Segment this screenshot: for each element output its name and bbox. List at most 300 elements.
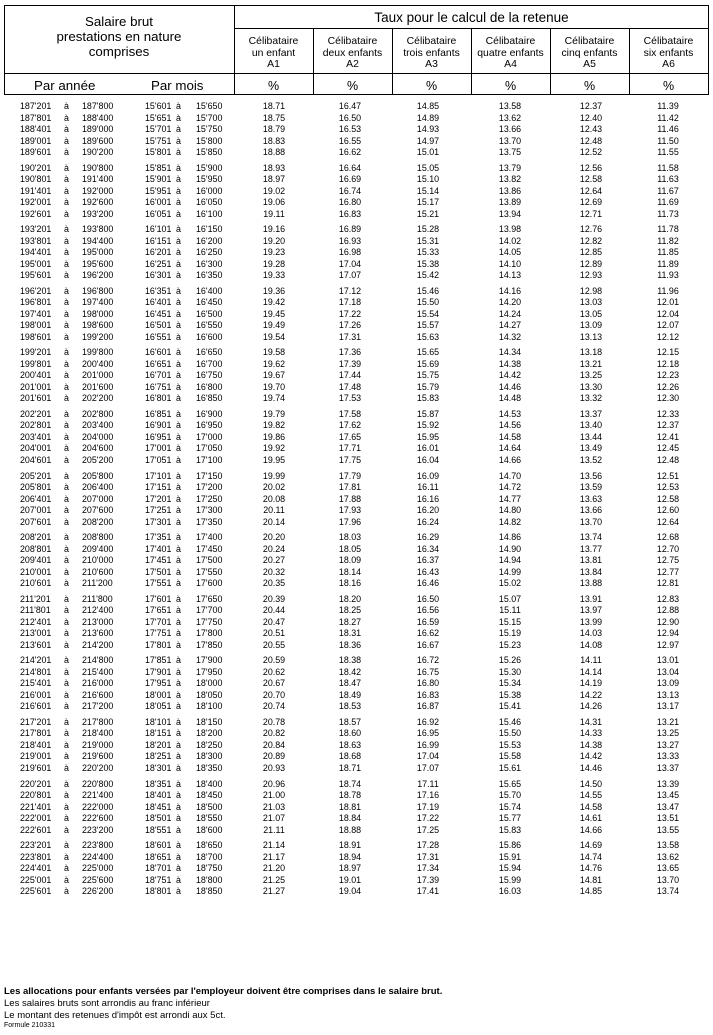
rate-a4-cell: 14.72 xyxy=(498,482,522,493)
rate-a4-cell: 15.86 xyxy=(498,840,522,851)
month-to-cell: 18'450 xyxy=(196,790,223,801)
rate-a3-cell: 14.89 xyxy=(416,112,440,123)
year-from-cell: 201'601 xyxy=(20,393,52,404)
range-separator: à xyxy=(176,578,181,589)
month-to-cell: 18'300 xyxy=(196,751,223,762)
rate-a4-cell: 14.56 xyxy=(498,420,522,431)
rate-a1-cell: 21.07 xyxy=(262,813,286,824)
month-from-cell: 16'901 xyxy=(145,420,172,431)
range-separator: à xyxy=(176,824,181,835)
range-separator: à xyxy=(64,874,69,885)
range-separator: à xyxy=(64,605,69,616)
rate-a4-cell: 14.13 xyxy=(498,270,522,281)
rate-a6-cell: 11.85 xyxy=(657,247,679,258)
rate-a4-cell: 15.77 xyxy=(498,813,522,824)
rate-a4-cell: 14.64 xyxy=(498,443,522,454)
table-row xyxy=(0,259,713,271)
year-to-cell: 195'000 xyxy=(82,247,114,258)
range-separator: à xyxy=(64,762,69,773)
rate-a6-cell: 11.50 xyxy=(657,135,679,146)
rate-a6-cell: 11.46 xyxy=(657,124,679,134)
table-row xyxy=(0,813,713,825)
rate-a6-cell: 12.15 xyxy=(656,347,680,358)
month-to-cell: 15'800 xyxy=(196,135,223,146)
rate-a1-cell: 19.79 xyxy=(262,408,286,419)
column-heading-a4 xyxy=(471,36,550,71)
year-to-cell: 220'200 xyxy=(82,762,114,773)
year-from-cell: 220'801 xyxy=(20,790,52,801)
rate-a4-cell: 14.99 xyxy=(498,566,522,577)
rate-a5-cell: 13.03 xyxy=(579,297,603,308)
year-from-cell: 217'201 xyxy=(20,716,52,727)
rate-a1-cell: 20.27 xyxy=(262,555,286,566)
rate-a4-cell: 15.41 xyxy=(498,701,522,712)
month-to-cell: 18'650 xyxy=(196,840,223,851)
range-separator: à xyxy=(64,135,69,146)
rate-a5-cell: 13.49 xyxy=(579,443,603,454)
year-from-cell: 209'401 xyxy=(20,555,52,566)
month-to-cell: 17'350 xyxy=(196,516,223,527)
rate-a4-cell: 15.65 xyxy=(498,778,522,789)
rate-a2-cell: 19.01 xyxy=(338,874,362,885)
year-to-cell: 224'400 xyxy=(82,851,114,862)
rate-a6-cell: 13.25 xyxy=(656,728,680,739)
range-separator: à xyxy=(64,639,69,650)
rate-a5-cell: 12.37 xyxy=(579,101,603,111)
table-row xyxy=(0,320,713,332)
range-separator: à xyxy=(64,270,69,281)
column-code: A2 xyxy=(346,59,359,70)
month-to-cell: 18'250 xyxy=(196,739,223,750)
salary-heading-line: Salaire brut xyxy=(85,14,153,29)
year-from-cell: 193'801 xyxy=(20,235,52,246)
range-separator: à xyxy=(176,605,181,616)
table-row xyxy=(0,886,713,898)
rate-a1-cell: 18.88 xyxy=(262,147,286,157)
rate-a6-cell: 12.75 xyxy=(656,555,680,566)
rate-a3-cell: 16.87 xyxy=(416,701,440,712)
month-to-cell: 17'900 xyxy=(196,655,223,666)
range-separator: à xyxy=(64,185,69,196)
table-row xyxy=(0,740,713,752)
year-from-cell: 196'201 xyxy=(20,285,52,296)
month-from-cell: 16'651 xyxy=(145,358,172,369)
month-from-cell: 15'651 xyxy=(145,112,172,123)
table-row xyxy=(0,347,713,359)
month-to-cell: 17'600 xyxy=(196,578,223,589)
month-to-cell: 16'450 xyxy=(196,297,223,308)
rate-a4-cell: 13.79 xyxy=(498,162,522,173)
rate-a5-cell: 12.58 xyxy=(579,174,603,185)
range-separator: à xyxy=(64,482,69,493)
year-to-cell: 201'600 xyxy=(82,381,114,392)
rate-a6-cell: 12.33 xyxy=(656,408,680,419)
rate-a2-cell: 18.94 xyxy=(338,851,362,862)
row-group xyxy=(0,655,713,713)
year-from-cell: 216'601 xyxy=(20,701,52,712)
rate-a5-cell: 12.48 xyxy=(579,135,603,146)
table-row xyxy=(0,779,713,791)
year-to-cell: 218'400 xyxy=(82,728,114,739)
rate-a5-cell: 12.40 xyxy=(579,112,603,123)
table-row xyxy=(0,332,713,344)
range-separator: à xyxy=(64,124,69,134)
table-row xyxy=(0,717,713,729)
rate-a4-cell: 16.03 xyxy=(498,886,522,897)
rate-a4-cell: 14.53 xyxy=(498,408,522,419)
range-separator: à xyxy=(64,331,69,342)
month-from-cell: 16'551 xyxy=(145,331,172,342)
range-separator: à xyxy=(176,566,181,577)
rate-a1-cell: 19.23 xyxy=(262,247,286,258)
rate-a2-cell: 18.88 xyxy=(338,824,362,835)
range-separator: à xyxy=(176,628,181,639)
rate-a4-cell: 13.58 xyxy=(498,101,522,111)
table-row xyxy=(0,728,713,740)
rate-a3-cell: 17.11 xyxy=(417,778,439,789)
year-to-cell: 202'800 xyxy=(82,408,114,419)
rate-a2-cell: 18.81 xyxy=(338,801,362,812)
range-separator: à xyxy=(176,886,181,897)
month-to-cell: 17'800 xyxy=(196,628,223,639)
rate-a6-cell: 12.12 xyxy=(656,331,680,342)
rate-a5-cell: 13.97 xyxy=(579,605,603,616)
rate-a4-cell: 14.94 xyxy=(498,555,522,566)
month-to-cell: 16'700 xyxy=(196,358,223,369)
rate-a3-cell: 15.87 xyxy=(416,408,440,419)
row-group xyxy=(0,347,713,405)
year-from-cell: 192'001 xyxy=(20,197,52,208)
rate-a1-cell: 19.49 xyxy=(262,320,286,331)
year-from-cell: 196'801 xyxy=(20,297,52,308)
year-to-cell: 208'200 xyxy=(82,516,114,527)
table-row xyxy=(0,163,713,175)
rate-a5-cell: 13.99 xyxy=(579,616,603,627)
rate-a6-cell: 13.45 xyxy=(656,790,680,801)
month-to-cell: 18'100 xyxy=(196,701,223,712)
rate-a2-cell: 17.44 xyxy=(338,370,362,381)
rate-a4-cell: 14.38 xyxy=(498,358,522,369)
rate-a2-cell: 16.47 xyxy=(338,101,362,111)
header-top-border xyxy=(4,5,709,6)
rate-a1-cell: 21.27 xyxy=(262,886,286,897)
note-bold: Les allocations pour enfants versées par l'employeur doivent être comprises dans le salaire brut. xyxy=(4,986,443,997)
rate-a5-cell: 13.25 xyxy=(579,370,603,381)
year-from-cell: 195'001 xyxy=(20,258,52,269)
rate-a6-cell: 12.90 xyxy=(656,616,680,627)
rate-a5-cell: 12.98 xyxy=(579,285,603,296)
table-row xyxy=(0,875,713,887)
range-separator: à xyxy=(64,851,69,862)
year-to-cell: 188'400 xyxy=(82,112,114,123)
rate-a2-cell: 18.31 xyxy=(338,628,362,639)
table-row xyxy=(0,247,713,259)
month-to-cell: 18'350 xyxy=(196,762,223,773)
year-from-cell: 195'601 xyxy=(20,270,52,281)
range-separator: à xyxy=(176,270,181,281)
month-from-cell: 16'151 xyxy=(145,235,172,246)
rate-a1-cell: 19.20 xyxy=(262,235,286,246)
year-from-cell: 223'801 xyxy=(20,851,52,862)
rate-a3-cell: 15.42 xyxy=(416,270,440,281)
year-from-cell: 189'601 xyxy=(20,147,52,157)
column-code: A1 xyxy=(267,59,280,70)
month-to-cell: 16'550 xyxy=(196,320,223,331)
rate-a1-cell: 19.70 xyxy=(262,381,286,392)
month-to-cell: 15'750 xyxy=(196,124,223,134)
rate-a6-cell: 12.48 xyxy=(656,454,680,465)
table-row xyxy=(0,763,713,775)
range-separator: à xyxy=(64,578,69,589)
table-row xyxy=(0,455,713,467)
rate-a1-cell: 20.55 xyxy=(262,639,286,650)
year-from-cell: 219'001 xyxy=(20,751,52,762)
year-to-cell: 196'200 xyxy=(82,270,114,281)
year-from-cell: 223'201 xyxy=(20,840,52,851)
rate-a5-cell: 13.18 xyxy=(579,347,603,358)
table-row xyxy=(0,186,713,198)
rate-a6-cell: 13.55 xyxy=(656,824,680,835)
rate-a5-cell: 13.77 xyxy=(579,543,603,554)
column-heading-line: six enfants xyxy=(643,47,694,59)
rate-a5-cell: 14.33 xyxy=(579,728,603,739)
year-from-cell: 211'201 xyxy=(20,593,51,604)
year-to-cell: 209'400 xyxy=(82,543,114,554)
rate-a2-cell: 18.78 xyxy=(338,790,362,801)
range-separator: à xyxy=(64,751,69,762)
unit-label: % xyxy=(662,79,675,93)
rate-a3-cell: 15.54 xyxy=(416,308,440,319)
rate-a6-cell: 12.04 xyxy=(656,308,680,319)
rate-a5-cell: 14.69 xyxy=(579,840,603,851)
rate-a1-cell: 20.24 xyxy=(262,543,286,554)
rate-a3-cell: 16.75 xyxy=(416,666,440,677)
rate-a5-cell: 14.22 xyxy=(579,689,603,700)
year-to-cell: 210'600 xyxy=(82,566,114,577)
rate-a3-cell: 16.46 xyxy=(416,578,440,589)
rate-a5-cell: 14.42 xyxy=(579,751,603,762)
year-to-cell: 198'600 xyxy=(82,320,114,331)
rate-a6-cell: 12.30 xyxy=(656,393,680,404)
range-separator: à xyxy=(64,258,69,269)
rate-a4-cell: 14.34 xyxy=(498,347,522,358)
year-from-cell: 215'401 xyxy=(20,678,52,689)
rate-a3-cell: 16.67 xyxy=(416,639,440,650)
month-from-cell: 17'051 xyxy=(145,454,172,465)
range-separator: à xyxy=(176,678,181,689)
range-separator: à xyxy=(176,420,181,431)
year-from-cell: 208'201 xyxy=(20,532,52,543)
table-row xyxy=(0,136,713,148)
rate-a5-cell: 13.59 xyxy=(579,482,603,493)
year-to-cell: 190'800 xyxy=(82,162,114,173)
rate-a3-cell: 17.31 xyxy=(416,851,440,862)
month-from-cell: 16'851 xyxy=(145,408,172,419)
rate-a2-cell: 16.80 xyxy=(338,197,362,208)
range-separator: à xyxy=(176,801,181,812)
range-separator: à xyxy=(176,162,181,173)
month-to-cell: 16'750 xyxy=(196,370,223,381)
rate-a1-cell: 20.02 xyxy=(262,482,286,493)
range-separator: à xyxy=(176,331,181,342)
range-separator: à xyxy=(64,616,69,627)
month-from-cell: 16'301 xyxy=(145,270,172,281)
table-body xyxy=(0,101,713,902)
year-from-cell: 206'401 xyxy=(20,493,52,504)
rate-a2-cell: 16.83 xyxy=(338,208,362,219)
month-from-cell: 18'251 xyxy=(145,751,172,762)
rate-a4-cell: 13.70 xyxy=(498,135,522,146)
rate-a4-cell: 13.62 xyxy=(498,112,522,123)
month-from-cell: 18'551 xyxy=(145,824,172,835)
rate-a3-cell: 17.07 xyxy=(416,762,440,773)
rate-a1-cell: 21.03 xyxy=(262,801,286,812)
range-separator: à xyxy=(176,505,181,516)
range-separator: à xyxy=(176,370,181,381)
range-separator: à xyxy=(64,370,69,381)
rate-a4-cell: 15.19 xyxy=(498,628,522,639)
year-to-cell: 226'200 xyxy=(82,886,114,897)
year-from-cell: 214'801 xyxy=(20,666,52,677)
table-row xyxy=(0,578,713,590)
month-to-cell: 16'400 xyxy=(196,285,223,296)
rate-a4-cell: 15.15 xyxy=(498,616,522,627)
year-from-cell: 191'401 xyxy=(20,185,52,196)
rate-a5-cell: 12.52 xyxy=(579,147,603,157)
rate-a2-cell: 17.75 xyxy=(338,454,362,465)
table-row xyxy=(0,532,713,544)
month-to-cell: 16'600 xyxy=(196,331,223,342)
rate-a2-cell: 16.69 xyxy=(338,174,362,185)
rate-a3-cell: 16.01 xyxy=(416,443,440,454)
range-separator: à xyxy=(64,801,69,812)
rate-a2-cell: 17.39 xyxy=(338,358,362,369)
rate-a6-cell: 13.37 xyxy=(656,762,680,773)
year-from-cell: 194'401 xyxy=(20,247,52,258)
rate-a6-cell: 11.63 xyxy=(657,174,679,185)
month-to-cell: 16'000 xyxy=(196,185,223,196)
rate-a1-cell: 19.02 xyxy=(262,185,286,196)
year-from-cell: 187'201 xyxy=(20,101,52,111)
month-to-cell: 17'000 xyxy=(196,431,223,442)
rate-a1-cell: 19.62 xyxy=(262,358,286,369)
rate-a1-cell: 19.45 xyxy=(262,308,286,319)
range-separator: à xyxy=(64,174,69,185)
year-to-cell: 202'200 xyxy=(82,393,114,404)
rate-a1-cell: 20.32 xyxy=(262,566,286,577)
table-row xyxy=(0,174,713,186)
row-group xyxy=(0,409,713,467)
year-to-cell: 219'000 xyxy=(82,739,114,750)
rate-a2-cell: 16.55 xyxy=(338,135,362,146)
column-heading-line: Célibataire xyxy=(564,36,615,47)
rate-a1-cell: 20.59 xyxy=(262,655,286,666)
table-row xyxy=(0,863,713,875)
year-from-cell: 210'001 xyxy=(20,566,52,577)
range-separator: à xyxy=(64,863,69,874)
month-from-cell: 17'501 xyxy=(145,566,172,577)
rate-a3-cell: 16.92 xyxy=(416,716,440,727)
year-from-cell: 224'401 xyxy=(20,863,52,874)
rate-a4-cell: 14.16 xyxy=(498,285,522,296)
range-separator: à xyxy=(176,112,181,123)
year-from-cell: 205'801 xyxy=(20,482,52,493)
year-to-cell: 204'600 xyxy=(82,443,114,454)
month-from-cell: 18'151 xyxy=(145,728,172,739)
year-to-cell: 222'600 xyxy=(82,813,114,824)
year-from-cell: 216'001 xyxy=(20,689,52,700)
rate-a2-cell: 18.05 xyxy=(338,543,362,554)
rate-a5-cell: 13.30 xyxy=(579,381,603,392)
range-separator: à xyxy=(64,197,69,208)
year-from-cell: 204'601 xyxy=(20,454,52,465)
range-separator: à xyxy=(64,532,69,543)
rate-a4-cell: 14.02 xyxy=(498,235,522,246)
rate-a3-cell: 16.37 xyxy=(416,555,440,566)
table-row xyxy=(0,443,713,455)
rate-a4-cell: 13.66 xyxy=(498,124,522,134)
year-from-cell: 197'401 xyxy=(20,308,52,319)
month-to-cell: 17'400 xyxy=(196,532,223,543)
rate-a2-cell: 16.98 xyxy=(338,247,362,258)
month-to-cell: 17'150 xyxy=(196,470,223,481)
rate-a4-cell: 14.10 xyxy=(498,258,522,269)
rate-a3-cell: 17.22 xyxy=(416,813,440,824)
range-separator: à xyxy=(64,393,69,404)
rate-a6-cell: 12.53 xyxy=(656,482,680,493)
table-row xyxy=(0,297,713,309)
rate-a2-cell: 18.53 xyxy=(338,701,362,712)
month-to-cell: 18'750 xyxy=(196,863,223,874)
rate-a1-cell: 19.99 xyxy=(262,470,286,481)
rate-a1-cell: 18.75 xyxy=(262,112,286,123)
range-separator: à xyxy=(176,543,181,554)
table-row xyxy=(0,852,713,864)
rate-a2-cell: 17.79 xyxy=(338,470,362,481)
rate-a3-cell: 16.29 xyxy=(416,532,440,543)
year-to-cell: 199'200 xyxy=(82,331,114,342)
rate-a5-cell: 12.85 xyxy=(579,247,603,258)
month-from-cell: 15'601 xyxy=(145,101,172,111)
range-separator: à xyxy=(176,790,181,801)
rate-a1-cell: 19.54 xyxy=(262,331,286,342)
month-from-cell: 17'151 xyxy=(145,482,172,493)
rate-a6-cell: 11.82 xyxy=(657,235,679,246)
column-heading-a2 xyxy=(313,36,392,71)
range-separator: à xyxy=(176,347,181,358)
table-row xyxy=(0,370,713,382)
rate-a1-cell: 18.79 xyxy=(262,124,286,134)
year-to-cell: 207'000 xyxy=(82,493,114,504)
year-from-cell: 189'001 xyxy=(20,135,52,146)
year-from-cell: 211'801 xyxy=(20,605,51,616)
rate-a5-cell: 14.14 xyxy=(579,666,603,677)
year-to-cell: 223'200 xyxy=(82,824,114,835)
rate-a5-cell: 13.56 xyxy=(579,470,603,481)
rate-a6-cell: 13.47 xyxy=(656,801,680,812)
rate-a6-cell: 13.74 xyxy=(656,886,680,897)
rate-a1-cell: 21.00 xyxy=(262,790,286,801)
rate-a1-cell: 20.44 xyxy=(262,605,286,616)
column-heading-line: Célibataire xyxy=(485,36,536,47)
column-heading-line: deux enfants xyxy=(322,47,383,59)
rate-a5-cell: 13.52 xyxy=(579,454,603,465)
year-from-cell: 204'001 xyxy=(20,443,52,454)
range-separator: à xyxy=(64,728,69,739)
year-to-cell: 225'600 xyxy=(82,874,114,885)
rate-a3-cell: 15.21 xyxy=(416,208,440,219)
table-row xyxy=(0,701,713,713)
